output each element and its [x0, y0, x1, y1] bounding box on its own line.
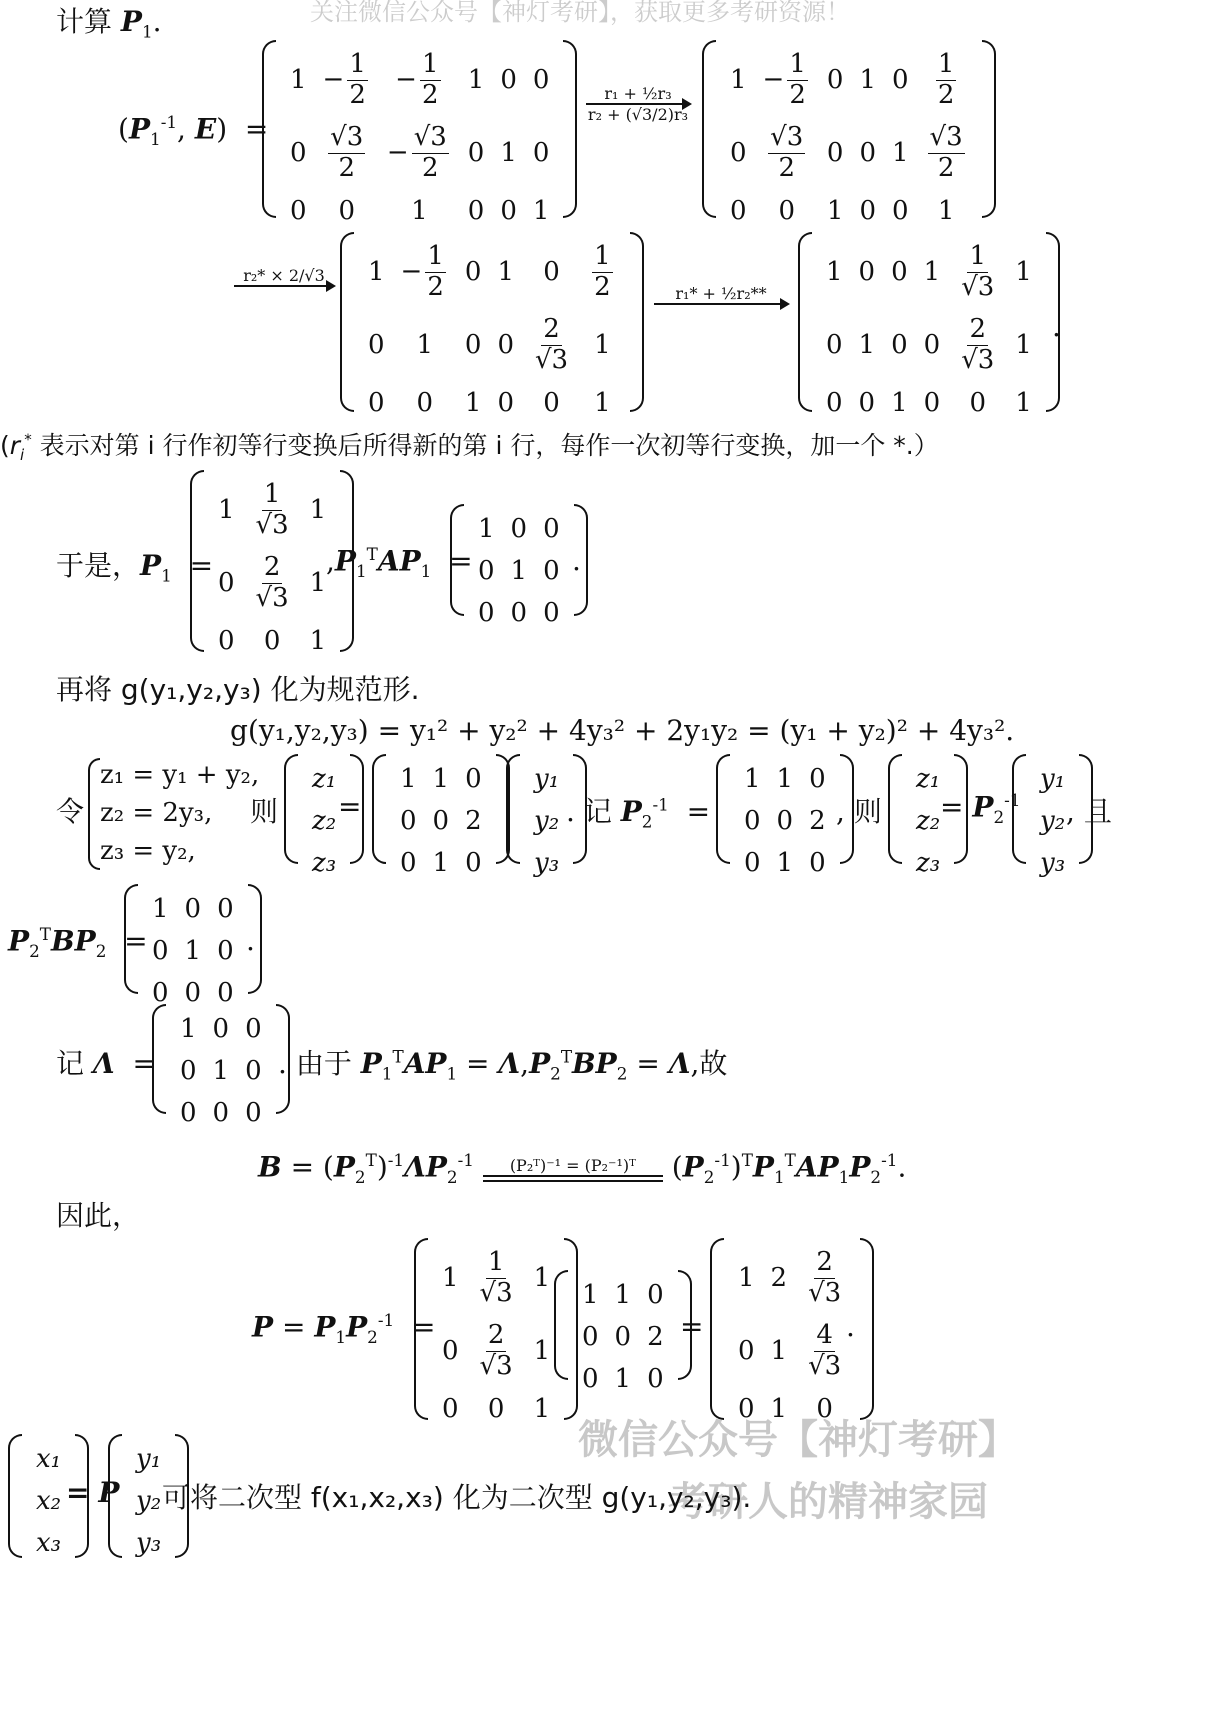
qie-label: 且 [1083, 795, 1112, 828]
matrix-cell: 0 [368, 387, 385, 418]
left-bracket [152, 1004, 166, 1114]
matrix-cell: 1 [1015, 257, 1032, 288]
matrix-cell: 0 [338, 195, 355, 226]
matrix-cell: 0 [510, 598, 528, 628]
matrix-cell: 0 [891, 195, 909, 226]
matrix-cell: 0 [738, 1336, 755, 1367]
matrix-cell: 0 [730, 138, 747, 169]
matrix-cell: 2 [770, 1263, 788, 1294]
matrix-cell: z₃ [312, 848, 337, 878]
left-bracket [702, 40, 716, 218]
left-bracket [190, 470, 204, 652]
matrix-lambda-2 [124, 884, 262, 1008]
matrix-cell: $\frac{2}{√3}$ [255, 551, 289, 613]
row-op-arrow-2 [232, 266, 336, 306]
matrix-cell: 1 [510, 556, 528, 586]
watermark-top: 关注微信公众号【神灯考研】，获取更多考研资源！ [310, 0, 850, 26]
matrix-cell: 1 [432, 848, 450, 878]
matrix-cell: 1 [744, 764, 761, 794]
matrix-cell: 0 [744, 806, 761, 836]
transpose-note: (P₂ᵀ)⁻¹ = (P₂⁻¹)ᵀ [509, 1155, 636, 1175]
matrix-cell: 1 [1015, 387, 1032, 418]
compute-label: 计算 [56, 5, 113, 38]
matrix-cell: 1 [152, 894, 169, 924]
matrix-cell: − $\frac{1}{2}$ [395, 49, 439, 110]
matrix-cell: 1 [309, 495, 327, 526]
matrix-cell: 0 [212, 1098, 230, 1128]
matrix-cell: 0 [497, 387, 514, 418]
note-line: ($r_i^*$ 表示对第 i 行作初等行变换后所得新的第 i 行，每作一次初等行变换，加一个 *.） [0, 430, 939, 464]
matrix-cell: 1 [416, 330, 433, 361]
left-bracket [1012, 754, 1026, 864]
matrix-cell: y₃ [534, 848, 560, 878]
matrix-augmented-step2 [340, 232, 644, 418]
matrix-cell: 1 [614, 1364, 632, 1394]
matrix-cell: 1 [500, 138, 517, 169]
substitution-system [100, 756, 259, 870]
matrix-cell: 1 [891, 387, 908, 418]
matrix-cell: 0 [464, 257, 482, 288]
matrix-cell: 0 [245, 1056, 262, 1086]
matrix-cell: $\frac{√3}{2}$ [770, 121, 804, 183]
matrix-cell: 1 [730, 65, 747, 96]
matrix-cell: z₂ [312, 806, 337, 836]
matrix-cell: 0 [245, 1014, 262, 1044]
matrix-cell: 0 [400, 848, 417, 878]
matrix-cell: 1 [937, 195, 955, 226]
matrix-cell: 0 [891, 257, 908, 288]
sys-eq-2: z₂ = 2y₃, [100, 798, 213, 828]
p2tbp2-label: $P_2^TBP_2$ = [8, 924, 148, 961]
matrix-cell: 1 [467, 65, 485, 96]
matrix-cell: 0 [184, 894, 202, 924]
matrix-cell: 1 [770, 1393, 788, 1424]
matrix-cell: y₁ [1040, 764, 1066, 794]
matrix-cell: 1 [184, 936, 202, 966]
matrix-cell: 0 [744, 848, 761, 878]
matrix-cell: 1 [309, 568, 327, 599]
right-bracket [860, 1238, 874, 1420]
matrix-cell: 0 [217, 894, 234, 924]
matrix-cell: − $\frac{1}{2}$ [322, 49, 366, 110]
matrix-cell: 0 [245, 1098, 262, 1128]
matrix-cell: y₂ [136, 1486, 162, 1516]
matrix-cell: z₁ [916, 764, 941, 794]
matrix-cell: 0 [478, 556, 495, 586]
matrix-cell: 0 [859, 138, 876, 169]
matrix-cell: 1 [464, 387, 482, 418]
left-bracket [506, 754, 520, 864]
matrix-cell: 0 [543, 387, 560, 418]
augmented-label: ($P_1^{-1}$, E) = [118, 112, 269, 149]
matrix-cell: 1 [776, 764, 794, 794]
sys-eq-1: z₁ = y₁ + y₂, [100, 760, 260, 790]
matrix-cell: $\frac{1}{√3}$ [255, 479, 289, 540]
matrix-cell: 0 [543, 556, 560, 586]
matrix-cell: 1 [309, 625, 327, 656]
left-bracket [710, 1238, 724, 1420]
matrix-cell: 0 [738, 1393, 755, 1424]
matrix-cell: 1 [432, 764, 450, 794]
ji-label-1: 记 [583, 795, 612, 828]
matrix-cell: 0 [647, 1364, 664, 1394]
matrix-p2-inverse-def [716, 754, 854, 878]
matrix-cell: 0 [180, 1098, 197, 1128]
matrix-cell: 2 [809, 806, 826, 836]
right-bracket [563, 40, 577, 218]
matrix-cell: 0 [217, 936, 234, 966]
matrix-cell: $\frac{2}{√3}$ [808, 1247, 842, 1308]
matrix-cell: 1 [770, 1336, 788, 1367]
matrix-cell: x₂ [36, 1486, 62, 1516]
matrix-cell: 1 [400, 764, 417, 794]
matrix-cell: z₂ [916, 806, 941, 836]
matrix-cell: 0 [543, 257, 560, 288]
matrix-cell: 0 [532, 138, 550, 169]
matrix-cell: 0 [859, 195, 876, 226]
left-bracket [124, 884, 138, 994]
matrix-cell: 1 [290, 65, 307, 96]
compute-line: 计算 $P_1$. [56, 5, 162, 42]
matrix-cell: z₁ [312, 764, 337, 794]
system-brace [88, 758, 100, 870]
matrix-cell: 0 [778, 195, 795, 226]
matrix-cell: 0 [497, 330, 514, 361]
matrix-cell: 1 [594, 330, 611, 361]
matrix-cell: 0 [776, 806, 794, 836]
matrix-cell: 0 [217, 978, 234, 1008]
left-bracket [284, 754, 298, 864]
left-bracket [414, 1238, 428, 1420]
watermark-bottom: 考研人的精神家园 [668, 1479, 988, 1525]
matrix-cell: 1 [594, 387, 611, 418]
right-bracket [630, 232, 644, 412]
matrix-cell: 1 [180, 1014, 197, 1044]
matrix-cell: 0 [582, 1364, 599, 1394]
matrix-cell: 0 [923, 330, 941, 361]
matrix-cell: 0 [212, 1014, 230, 1044]
matrix-cell: 0 [809, 764, 826, 794]
matrix-cell: x₃ [36, 1528, 62, 1558]
matrix-cell: 0 [826, 387, 843, 418]
matrix-cell: y₂ [1040, 806, 1066, 836]
matrix-lambda-1 [450, 504, 588, 628]
matrix-cell: 1 [826, 257, 843, 288]
row-op-3: r₁* + ½r₂** [675, 284, 767, 303]
matrix-augmented-step1 [702, 40, 996, 226]
matrix-cell: x₁ [36, 1444, 62, 1474]
matrix-cell: 0 [582, 1322, 599, 1352]
matrix-cell: 1 [923, 257, 941, 288]
matrix-cell: 1 [826, 195, 844, 226]
matrix-cell: 0 [442, 1336, 459, 1367]
therefore-label: 于是， [56, 549, 141, 582]
left-bracket [554, 1270, 568, 1380]
lambda-def-label: 记 Λ = [56, 1047, 156, 1080]
matrix-cell: 0 [152, 936, 169, 966]
matrix-cell: 2 [465, 806, 482, 836]
matrix-cell: 0 [647, 1280, 664, 1310]
matrix-cell: y₃ [1040, 848, 1066, 878]
watermark-mid: 微信公众号【神灯考研】 [578, 1417, 1018, 1463]
left-bracket [372, 754, 386, 864]
matrix-cell: 1 [532, 195, 550, 226]
matrix-cell: $\frac{1}{2}$ [594, 241, 611, 302]
matrix-cell: 1 [442, 1263, 459, 1294]
lambda-line: . 由于 $P_1^TAP_1 = \Lambda,P_2^TBP_2 = \Lambda$,故 [278, 1046, 728, 1084]
matrix-cell: 0 [152, 978, 169, 1008]
matrix-cell: 0 [263, 625, 281, 656]
matrix-cell: 0 [543, 598, 560, 628]
b-equation: $B = (P_2^T)^{-1}\Lambda P_2^{-1}$ (P₂ᵀ)⁻¹ = (P₂⁻¹)ᵀ $(P_2^{-1})^TP_1^TAP_1P_2^{-1}$. [258, 1150, 907, 1187]
left-bracket [450, 504, 464, 616]
matrix-cell: 0 [290, 195, 307, 226]
matrix-cell: 1 [478, 514, 495, 544]
matrix-cell: $\frac{1}{√3}$ [479, 1247, 513, 1308]
matrix-cell: z₃ [916, 848, 941, 878]
ze-label-1: 则 [250, 795, 279, 828]
left-bracket [888, 754, 902, 864]
g-equation: g(y₁,y₂,y₃) = y₁² + y₂² + 4y₃² + 2y₁y₂ = (y₁ + y₂)² + 4y₃². [230, 714, 1015, 747]
matrix-cell: 0 [510, 514, 528, 544]
left-bracket [340, 232, 354, 412]
matrix-cell: 1 [411, 195, 428, 226]
matrix-cell: 1 [891, 138, 909, 169]
matrix-augmented-initial [262, 40, 577, 226]
youyu-label: 由于 [295, 1047, 352, 1080]
matrix-p2-inverse [372, 754, 510, 878]
matrix-cell: 0 [218, 625, 235, 656]
matrix-cell: 0 [500, 65, 517, 96]
left-bracket [8, 1434, 22, 1558]
matrix-p2-inverse-again [554, 1270, 692, 1394]
normalize-line: 再将 g(y₁,y₂,y₃) 化为规范形. [56, 673, 420, 706]
matrix-cell: 1 [533, 1263, 551, 1294]
left-bracket [716, 754, 730, 864]
matrix-cell: y₁ [136, 1444, 162, 1474]
gu-label: 故 [699, 1047, 728, 1080]
matrix-cell: 0 [400, 806, 417, 836]
therefore-line: 于是，$P_1$ = [56, 549, 214, 586]
matrix-cell: 0 [180, 1056, 197, 1086]
matrix-augmented-final [798, 232, 1060, 418]
matrix-cell: 0 [290, 138, 307, 169]
matrix-cell: 1 [533, 1393, 551, 1424]
matrix-cell: 0 [487, 1393, 505, 1424]
matrix-cell: 0 [891, 330, 908, 361]
matrix-cell: 2 [647, 1322, 664, 1352]
yinci-label: 因此， [56, 1199, 141, 1232]
p-product-label: $P = P_1P_2^{-1}$ = [252, 1310, 436, 1347]
matrix-cell: 0 [478, 598, 495, 628]
matrix-cell: $\frac{√3}{2}$ [929, 121, 963, 183]
matrix-cell: 1 [1015, 330, 1032, 361]
matrix-cell: 1 [614, 1280, 632, 1310]
left-bracket [108, 1434, 122, 1558]
matrix-cell: 0 [858, 387, 876, 418]
matrix-cell: 0 [416, 387, 433, 418]
ling-label: 令 [56, 795, 85, 828]
matrix-cell: y₃ [136, 1528, 162, 1558]
matrix-cell: $\frac{1}{2}$ [937, 49, 955, 110]
matrix-cell: 1 [212, 1056, 230, 1086]
matrix-cell: 0 [467, 195, 485, 226]
row-op-1b: r₂ + (√3/2)r₃ [587, 105, 689, 124]
matrix-cell: $\frac{1}{√3}$ [961, 241, 995, 302]
matrix-cell: 1 [859, 65, 876, 96]
matrix-cell: 0 [826, 330, 843, 361]
row-op-2: r₂* × 2/√3 [243, 266, 325, 285]
matrix-cell: y₁ [534, 764, 560, 794]
matrix-cell: 0 [826, 65, 844, 96]
ji-label-2: 记 [56, 1047, 85, 1080]
matrix-cell: 0 [809, 848, 826, 878]
left-bracket [798, 232, 812, 412]
matrix-cell: 0 [442, 1393, 459, 1424]
matrix-cell: 1 [858, 330, 876, 361]
right-bracket [982, 40, 996, 218]
last-line: 可将二次型 f(x₁,x₂,x₃) 化为二次型 g(y₁,y₂,y₃). [162, 1481, 752, 1514]
matrix-cell: $\frac{2}{√3}$ [479, 1319, 513, 1381]
matrix-cell: 1 [218, 495, 235, 526]
matrix-cell: 0 [969, 387, 987, 418]
matrix-cell: 1 [497, 257, 514, 288]
row-op-1a: r₁ + ½r₃ [604, 84, 672, 103]
sys-eq-3: z₃ = y₂, [100, 836, 196, 866]
matrix-lambda-def [152, 1004, 290, 1128]
matrix-cell: 1 [738, 1263, 755, 1294]
matrix-cell: $\frac{4}{√3}$ [808, 1319, 842, 1381]
row-op-arrow-3 [652, 284, 790, 324]
matrix-cell: 1 [776, 848, 794, 878]
matrix-cell: 0 [464, 330, 482, 361]
matrix-cell: 1 [368, 257, 385, 288]
matrix-cell: 0 [543, 514, 560, 544]
matrix-cell: $\frac{√3}{2}$ [330, 121, 364, 183]
matrix-cell: 0 [923, 387, 941, 418]
note-text: 表示对第 i 行作初等行变换后所得新的第 i 行，每作一次初等行变换，加一个 *.） [39, 431, 939, 460]
matrix-cell: 0 [532, 65, 550, 96]
matrix-cell: 0 [465, 848, 482, 878]
matrix-cell: 0 [368, 330, 385, 361]
ze-label-2: 则 [853, 795, 882, 828]
matrix-cell: 1 [582, 1280, 599, 1310]
matrix-cell: − $\frac{1}{2}$ [762, 49, 806, 110]
matrix-cell: 0 [614, 1322, 632, 1352]
matrix-cell: − $\frac{1}{2}$ [400, 241, 444, 302]
matrix-cell: 0 [432, 806, 450, 836]
matrix-cell: 0 [500, 195, 517, 226]
matrix-cell: 0 [858, 257, 876, 288]
matrix-cell: 0 [218, 568, 235, 599]
matrix-cell: 1 [533, 1336, 551, 1367]
left-bracket [262, 40, 276, 218]
matrix-cell: − $\frac{√3}{2}$ [386, 121, 447, 183]
matrix-cell: 0 [465, 764, 482, 794]
matrix-cell: 0 [184, 978, 202, 1008]
matrix-cell: 0 [826, 138, 844, 169]
row-op-arrow-1 [582, 84, 694, 124]
matrix-cell: 0 [730, 195, 747, 226]
matrix-cell: 0 [467, 138, 485, 169]
matrix-cell: 0 [816, 1393, 833, 1424]
matrix-cell: $\frac{2}{√3}$ [534, 313, 569, 375]
matrix-cell: $\frac{2}{√3}$ [961, 313, 995, 375]
matrix-cell: 0 [891, 65, 909, 96]
matrix-cell: y₂ [534, 806, 560, 836]
